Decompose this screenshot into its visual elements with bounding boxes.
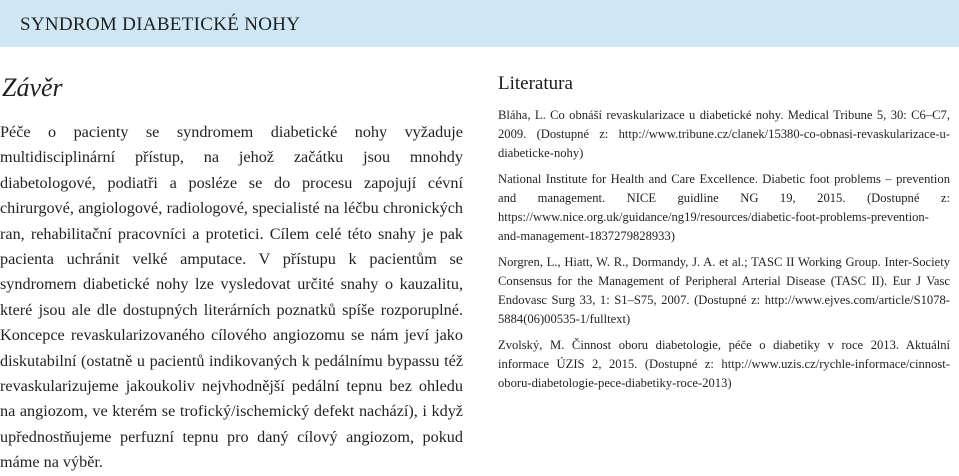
references-section bbox=[498, 72, 950, 400]
reference-list bbox=[498, 106, 950, 393]
reference-item-zvolsky: Zvolský, M. Činnost oboru diabetologie, péče o diabetiky v roce 2013. Aktuální informace ÚZIS 2, 2015. (Dostupné z: http://www.uzis.cz/rychle-informace/cinnost-oboru-diabetologie-pece-diabetiky-roce-2013) bbox=[498, 338, 950, 390]
reference-item-norgren: Norgren, L., Hiatt, W. R., Dormandy, J. A. et al.; TASC II Working Group. Inter-Society Consensus for the Management of Peripheral Arterial Disease (TASC II). Eur J Vasc Endovasc Surg 33, 1: S1–S75, 2007. (Dostupné z: http://www.ejves.com/article/S1078-5884(06)00535-1/fulltext) bbox=[498, 255, 950, 326]
header-band bbox=[0, 0, 959, 47]
conclusion-title: Závěr bbox=[2, 73, 63, 102]
reference-item-nice: National Institute for Health and Care Excellence. Diabetic foot problems – prevention and management. NICE guidline NG 19, 2015. (Dostupné z: https://www.nice.org.uk/guidance/ng19/resources/diabetic-foot-problems-prevention-and-management-1837279828933) bbox=[498, 172, 950, 243]
references-title: Literatura bbox=[498, 73, 573, 94]
conclusion-section bbox=[0, 72, 463, 476]
running-header-title: SYNDROM DIABETICKÉ NOHY bbox=[20, 14, 301, 35]
conclusion-paragraph: Péče o pacienty se syndromem diabetické nohy vyžaduje multidisciplinární přístup, na jehož začátku jsou mnohdy diabetologové, podiatři a posléze se do procesu zapojují cévní chirurgové, angiologové, radiologové, specialisté na léčbu chronických ran, rehabilitační pracovníci a protetici. Cílem celé této snahy je pak pacienta uchránit velké amputace. V přístupu k pacientům se syndromem diabetické nohy lze vysledovat určité snahy o kauzalitu, které jsou ale dle dostupných literárních poznatků spíše rozporuplné. Koncepce revaskularizovaného cílového angiozomu se nám jeví jako diskutabilní (ostatně u pacientů indikovaných k pedálnímu bypassu též revaskularizujeme jakoukoliv nejvhodnější pedální tepnu bez ohledu na angiozom, ve kterém se trofický/ischemický defekt nachází), i když upřednostňujeme perfuzní tepnu pro daný cílový angiozom, pokud máme na výběr. bbox=[0, 123, 463, 472]
reference-item-blaha: Bláha, L. Co obnáší revaskularizace u diabetické nohy. Medical Tribune 5, 30: C6–C7, 2009. (Dostupné z: http://www.tribune.cz/clanek/15380-co-obnasi-revaskularizace-u-diabeticke-nohy) bbox=[498, 108, 950, 160]
